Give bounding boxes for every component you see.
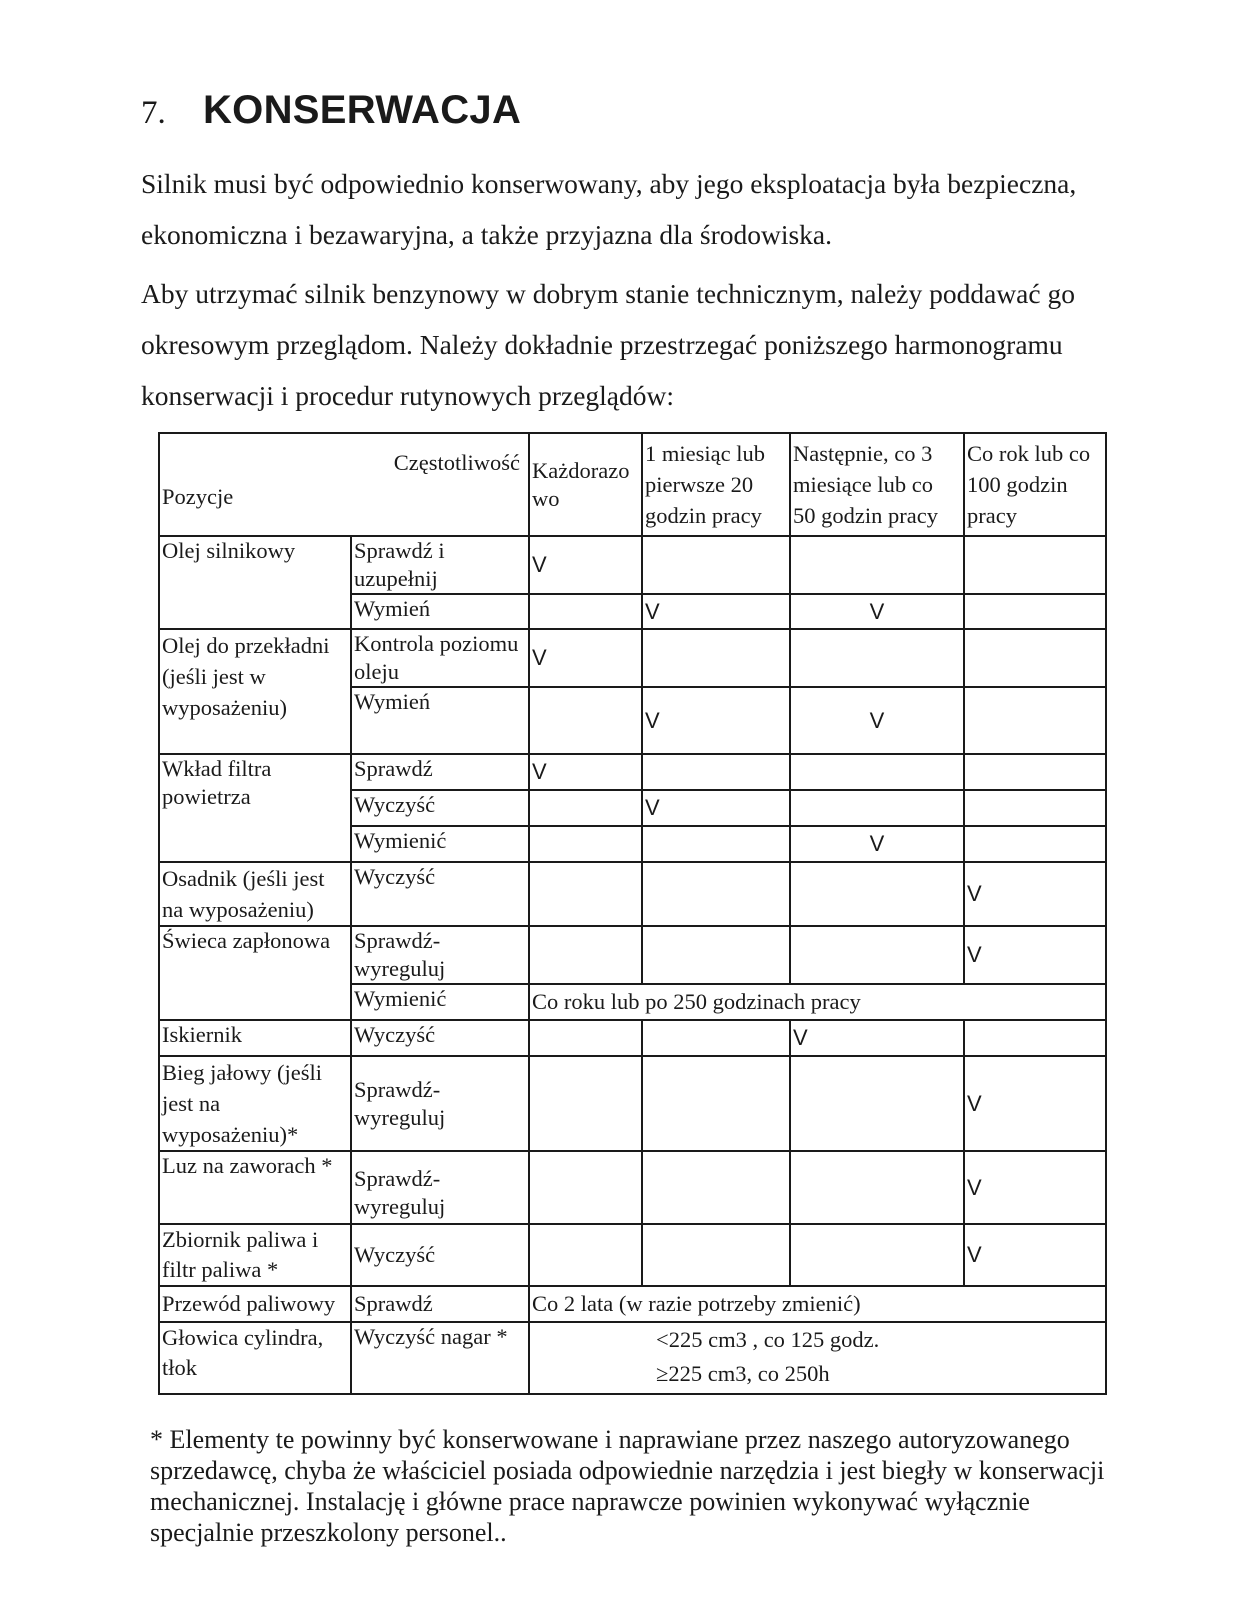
empty-cell xyxy=(790,790,964,826)
table-row xyxy=(159,862,1106,926)
empty-cell xyxy=(964,687,1106,754)
empty-cell xyxy=(642,862,790,926)
empty-cell xyxy=(790,862,964,926)
action-cell: Sprawdź-wyreguluj xyxy=(351,1056,529,1151)
table-row xyxy=(159,1056,1106,1151)
empty-cell xyxy=(529,594,642,629)
spark-plug-replace-note: Co roku lub po 250 godzinach pracy xyxy=(529,984,1106,1020)
cylinder-notes-cell xyxy=(529,1322,1106,1394)
empty-cell xyxy=(529,1151,642,1224)
empty-cell xyxy=(529,1020,642,1056)
footnote: * Elementy te powinny być konserwowane i naprawiane przez naszego autoryzowanego sprzedawcę, chyba że właściciel posiada odpowiednie narzędzia i jest biegły w konserwacji mechanicznej. Instalację i główne prace naprawcze powinien wykonywać wyłącznie specjalnie przeszkolony personel.. xyxy=(150,1425,1105,1547)
table-row xyxy=(159,926,1106,984)
action-cell: Sprawdź i uzupełnij xyxy=(351,536,529,594)
column-header: 1 miesiąc lub pierwsze 20 godzin pracy xyxy=(642,433,790,536)
item-cell: Świeca zapłonowa xyxy=(159,926,351,1020)
action-cell: Sprawdź-wyreguluj xyxy=(351,926,529,984)
action-cell: Wymienić xyxy=(351,984,529,1020)
check-mark: V xyxy=(642,594,790,629)
maintenance-schedule-table xyxy=(158,432,1107,1395)
check-mark: V xyxy=(790,1020,964,1056)
item-header: Pozycje xyxy=(162,484,234,509)
empty-cell xyxy=(790,926,964,984)
action-cell: Sprawdź-wyreguluj xyxy=(351,1151,529,1224)
item-cell: Wkład filtra powietrza xyxy=(159,754,351,862)
action-cell: Wyczyść xyxy=(351,790,529,826)
empty-cell xyxy=(790,1151,964,1224)
empty-cell xyxy=(964,536,1106,594)
empty-cell xyxy=(529,1224,642,1286)
empty-cell xyxy=(642,629,790,687)
empty-cell xyxy=(642,1020,790,1056)
fuel-line-note: Co 2 lata (w razie potrzeby zmienić) xyxy=(529,1286,1106,1322)
action-cell: Wymienić xyxy=(351,826,529,862)
item-cell: Olej do przekładni (jeśli jest w wyposażeniu) xyxy=(159,629,351,754)
action-cell: Wyczyść xyxy=(351,1020,529,1056)
item-cell: Luz na zaworach * xyxy=(159,1151,351,1224)
item-cell: Olej silnikowy xyxy=(159,536,351,629)
empty-cell xyxy=(642,754,790,790)
section-heading xyxy=(141,88,521,133)
empty-cell xyxy=(964,826,1106,862)
action-cell: Wymień xyxy=(351,687,529,754)
check-mark: V xyxy=(529,629,642,687)
column-header: Następnie, co 3 miesiące lub co 50 godzin pracy xyxy=(790,433,964,536)
section-number: 7. xyxy=(141,95,166,131)
table-row xyxy=(159,1224,1106,1286)
frequency-header: Częstotliwość xyxy=(393,450,521,475)
empty-cell xyxy=(642,926,790,984)
item-cell: Osadnik (jeśli jest na wyposażeniu) xyxy=(159,862,351,926)
table-row xyxy=(159,1286,1106,1322)
action-cell: Wyczyść xyxy=(351,1224,529,1286)
section-title: KONSERWACJA xyxy=(203,88,522,132)
empty-cell xyxy=(790,1056,964,1151)
action-cell: Wyczyść xyxy=(351,862,529,926)
table-header-row xyxy=(159,433,1106,536)
column-header: Każdorazo wo xyxy=(529,433,642,536)
empty-cell xyxy=(642,826,790,862)
empty-cell xyxy=(529,826,642,862)
empty-cell xyxy=(790,754,964,790)
empty-cell xyxy=(790,629,964,687)
header-item-frequency-cell xyxy=(159,433,529,536)
schedule-paragraph: Aby utrzymać silnik benzynowy w dobrym stanie technicznym, należy poddawać go okresowym przeglądom. Należy dokładnie przestrzegać poniższego harmonogramu konserwacji i procedur rutynowych przeglądów: xyxy=(141,278,1075,411)
empty-cell xyxy=(964,754,1106,790)
empty-cell xyxy=(964,1020,1106,1056)
check-mark: V xyxy=(642,790,790,826)
item-cell: Przewód paliwowy xyxy=(159,1286,351,1322)
action-cell: Sprawdź xyxy=(351,1286,529,1322)
empty-cell xyxy=(529,1056,642,1151)
item-cell: Zbiornik paliwa i filtr paliwa * xyxy=(159,1224,351,1286)
action-cell: Wyczyść nagar * xyxy=(351,1322,529,1394)
column-header: Co rok lub co 100 godzin pracy xyxy=(964,433,1106,536)
check-mark: V xyxy=(529,536,642,594)
check-mark: V xyxy=(964,1056,1106,1151)
empty-cell xyxy=(964,629,1106,687)
table-row xyxy=(159,1322,1106,1394)
check-mark: V xyxy=(790,687,964,754)
table-row xyxy=(159,1151,1106,1224)
empty-cell xyxy=(642,536,790,594)
item-cell: Iskiernik xyxy=(159,1020,351,1056)
check-mark: V xyxy=(790,594,964,629)
action-cell: Sprawdź xyxy=(351,754,529,790)
cylinder-note-large: ≥225 cm3, co 250h xyxy=(656,1361,830,1386)
empty-cell xyxy=(964,790,1106,826)
empty-cell xyxy=(529,790,642,826)
empty-cell xyxy=(529,687,642,754)
check-mark: V xyxy=(964,1151,1106,1224)
table-row xyxy=(159,754,1106,790)
empty-cell xyxy=(642,1056,790,1151)
empty-cell xyxy=(529,926,642,984)
empty-cell xyxy=(642,1224,790,1286)
item-cell: Głowica cylindra, tłok xyxy=(159,1322,351,1394)
action-cell: Wymień xyxy=(351,594,529,629)
empty-cell xyxy=(642,1151,790,1224)
check-mark: V xyxy=(529,754,642,790)
check-mark: V xyxy=(964,1224,1106,1286)
item-cell: Bieg jałowy (jeśli jest na wyposażeniu)* xyxy=(159,1056,351,1151)
empty-cell xyxy=(790,536,964,594)
check-mark: V xyxy=(964,862,1106,926)
action-cell: Kontrola poziomu oleju xyxy=(351,629,529,687)
cylinder-note-small: <225 cm3 , co 125 godz. xyxy=(656,1327,880,1352)
table-row xyxy=(159,1020,1106,1056)
check-mark: V xyxy=(642,687,790,754)
table-row xyxy=(159,629,1106,687)
check-mark: V xyxy=(964,926,1106,984)
empty-cell xyxy=(790,1224,964,1286)
check-mark: V xyxy=(790,826,964,862)
empty-cell xyxy=(964,594,1106,629)
empty-cell xyxy=(529,862,642,926)
intro-paragraph: Silnik musi być odpowiednio konserwowany, aby jego eksploatacja była bezpieczna, ekonomiczna i bezawaryjna, a także przyjazna dla środowiska. xyxy=(141,168,1077,250)
table-row xyxy=(159,536,1106,594)
